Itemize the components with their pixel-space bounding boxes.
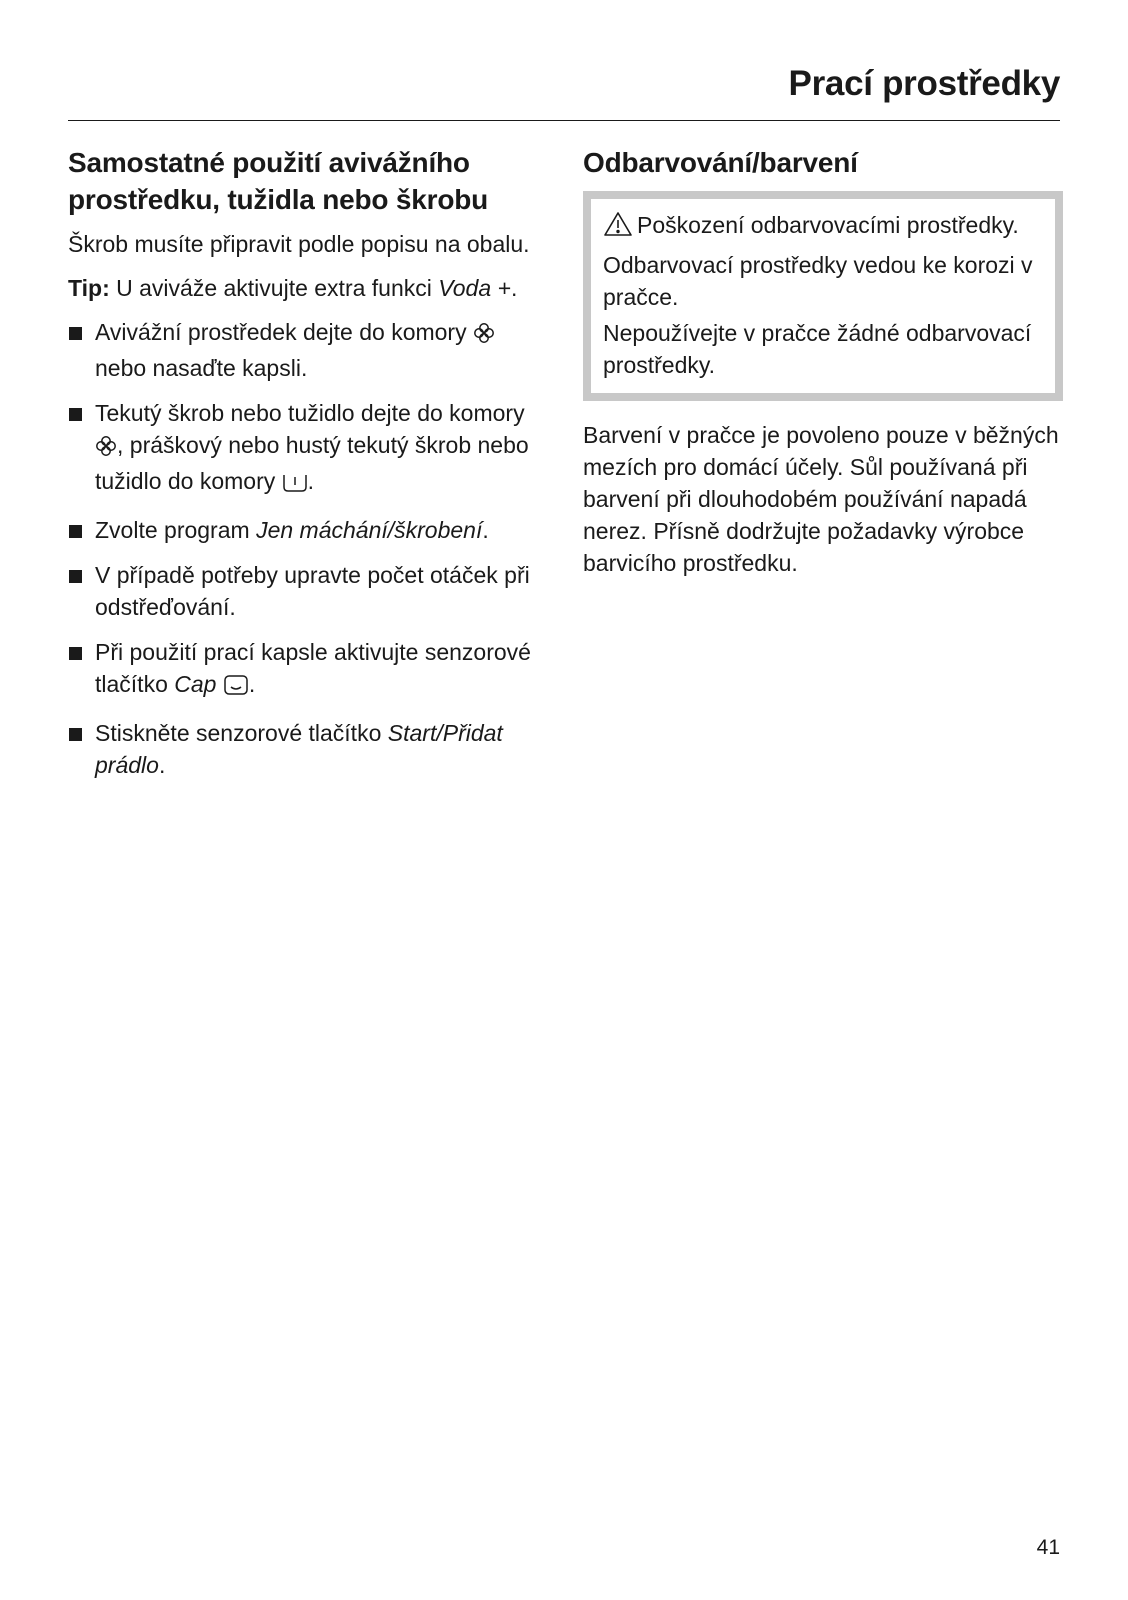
tip-end: . <box>510 275 518 301</box>
warning-box <box>583 191 1063 401</box>
step-text: . <box>248 671 256 697</box>
section-title: Prací prostředky <box>788 64 1060 103</box>
bullet-square <box>69 525 82 538</box>
tip-text: U aviváže aktivujte extra funkci <box>109 275 439 301</box>
step-item <box>68 397 544 501</box>
tip-label: Tip: <box>68 275 110 301</box>
step-text: . <box>158 752 166 778</box>
step-text: Avivážní prostředek dejte do komory <box>95 319 473 345</box>
body-text: Barvení v pračce je povoleno pouze v běžných mezích pro domácí účely. Sůl používaná při barvení při dlouhodobém používání napadá nerez. Přísně dodržujte požadavky výrobce barvicího prostředku. <box>583 422 1059 576</box>
capsule-button-icon <box>223 672 249 704</box>
bullet-square <box>69 728 82 741</box>
warning-triangle-icon <box>603 211 633 245</box>
step-item <box>68 514 544 546</box>
bullet-square <box>69 647 82 660</box>
intro-text: Škrob musíte připravit podle popisu na obalu. <box>68 231 530 257</box>
bullet-square <box>69 327 82 340</box>
warning-line: Nepoužívejte v pračce žádné odbarvovací prostředky. <box>603 320 1032 378</box>
right-column <box>583 144 1063 591</box>
step-item <box>68 559 544 623</box>
step-text: Stiskněte senzorové tlačítko <box>95 720 388 746</box>
button-name: Start/Přidat prádlo <box>95 720 503 778</box>
step-text: nebo nasaďte kapsli. <box>95 355 308 381</box>
step-item <box>68 717 544 781</box>
tip-function-name: Voda + <box>438 275 511 301</box>
step-text: V případě potřeby upravte počet otáček při odstřeďování. <box>95 562 530 620</box>
step-text: . <box>307 468 315 494</box>
step-text: . <box>482 517 489 543</box>
bullet-square <box>69 570 82 583</box>
flower-compartment-icon <box>473 320 495 352</box>
step-list <box>68 316 544 781</box>
page-header <box>68 62 1060 121</box>
warning-line: Odbarvovací prostředky vedou ke korozi v pračce. <box>603 252 1033 310</box>
main-wash-compartment-icon <box>282 469 308 501</box>
step-text: , práškový nebo hustý tekutý škrob nebo tužidlo do komory <box>95 432 529 494</box>
step-text: Tekutý škrob nebo tužidlo dejte do komory <box>95 400 525 426</box>
flower-compartment-icon <box>95 433 117 465</box>
heading-softener-starch: Samostatné použití avivážního prostředku, tužidla nebo škrobu <box>68 147 489 215</box>
page-number: 41 <box>1036 1536 1060 1559</box>
warning-title-line <box>603 209 1039 245</box>
left-column <box>68 144 544 794</box>
heading-bleaching-dyeing: Odbarvování/barvení <box>583 147 858 178</box>
warning-title: Poškození odbarvovacími prostředky. <box>637 212 1019 238</box>
button-name: Cap <box>174 671 217 697</box>
step-text: Při použití prací kapsle aktivujte senzorové tlačítko <box>95 639 531 697</box>
program-name: Jen máchání/škrobení <box>256 517 483 543</box>
step-item <box>68 636 544 704</box>
step-item <box>68 316 544 384</box>
step-text: Zvolte program <box>95 517 257 543</box>
bullet-square <box>69 408 82 421</box>
tip-paragraph <box>68 272 544 304</box>
